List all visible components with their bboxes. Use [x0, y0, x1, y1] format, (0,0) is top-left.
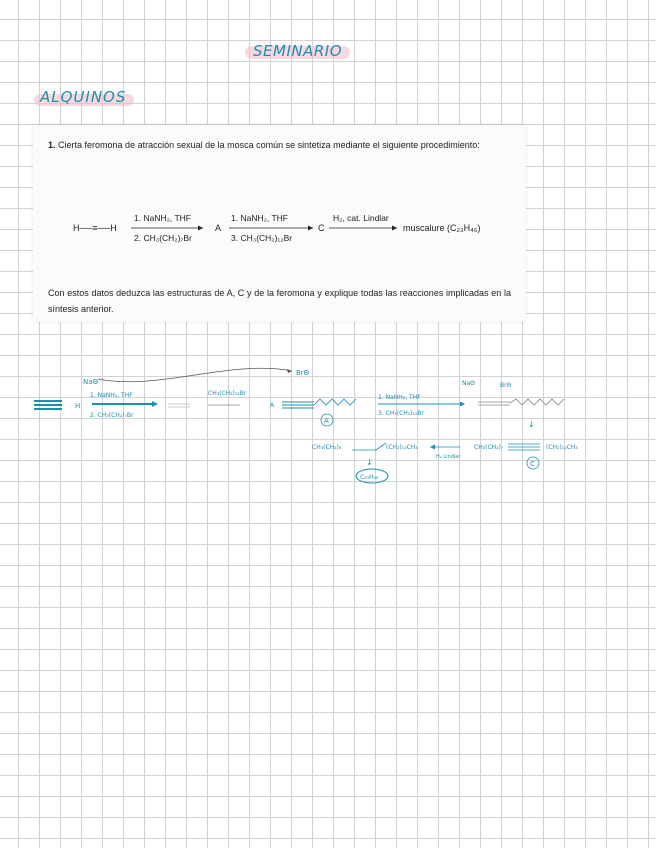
naoh-label: NaΘ [83, 378, 99, 386]
left-chain-right: (CH₂)₁₂CH₃ [386, 444, 418, 451]
small-a-mark: A [270, 402, 275, 409]
br-out-label: BrΘ [296, 369, 310, 377]
page-title: SEMINARIO [253, 42, 342, 60]
hand-arrowhead-1 [152, 401, 158, 407]
step3-top: H₂, cat. Lindlar [333, 213, 389, 223]
section-heading: ALQUINOS [40, 88, 127, 106]
lindlar-arrowhead [430, 445, 435, 450]
arrowhead-2 [308, 226, 313, 231]
intermediate-c: C [318, 223, 325, 233]
left-chain-left: CH₃(CH₂)₈ [312, 444, 342, 451]
c-chain-right: (CH₂)₁₂CH₃ [546, 444, 578, 451]
arrowhead-3 [392, 226, 397, 231]
cis-alkene [352, 443, 386, 450]
hand-r2-bottom: 3. CH₃(CH₂)₁₂Br [378, 410, 424, 417]
product: muscalure (C₂₃H₄₆) [403, 223, 481, 233]
hand-r1-top: 1. NaNH₂, THF [90, 392, 133, 399]
alkyl-label: CH₃(CH₂)₁₂Br [208, 390, 247, 397]
curved-arrowhead [287, 369, 292, 373]
handwritten-work [0, 355, 656, 495]
arrowhead-1 [198, 226, 203, 231]
curved-arrow [98, 368, 292, 381]
br-label-2: BrΘ [500, 382, 512, 389]
label-a: A [324, 417, 329, 425]
c-chain-left: CH₃(CH₂)₇ [474, 444, 504, 451]
step2-bottom: 3. CH₃(CH₂)₁₂Br [231, 233, 293, 243]
zigzag-chain-a [314, 399, 356, 405]
down-arrow: ↓ [528, 420, 535, 429]
question-outro: Con estos datos deduzca las estructuras de A, C y de la feromona y explique todas las reacciones implicadas en la síntesis anterior. [48, 288, 511, 314]
lindlar-label: H₂ Lindlar [436, 454, 461, 460]
question-intro [48, 137, 511, 153]
reaction-scheme [33, 200, 526, 250]
acetylene: H──≡──H [73, 223, 117, 233]
label-c: C [530, 460, 535, 468]
step1-bottom: 2. CH₃(CH₂)₇Br [134, 233, 192, 243]
h-label: H [75, 402, 81, 410]
hand-r2-top: 1. NaNH₂, THF [378, 394, 421, 401]
naoh-label-2: NaΘ [462, 380, 475, 387]
step1-top: 1. NaNH₂, THF [134, 213, 191, 223]
product-down-arrow: ↓ [366, 458, 373, 467]
hand-r1-bottom: 2. CH₃(CH₂)₇Br [90, 412, 134, 419]
hand-arrowhead-2 [460, 402, 465, 407]
question-number: 1. [48, 140, 56, 150]
zigzag-chain-2 [510, 399, 564, 405]
question-card [33, 125, 526, 322]
question-intro-text: Cierta feromona de atracción sexual de la mosca común se sintetiza mediante el siguiente procedimiento: [58, 140, 480, 150]
intermediate-a: A [215, 223, 222, 233]
formula: C₂₃H₄₆ [360, 474, 379, 481]
step2-top: 1. NaNH₂, THF [231, 213, 288, 223]
